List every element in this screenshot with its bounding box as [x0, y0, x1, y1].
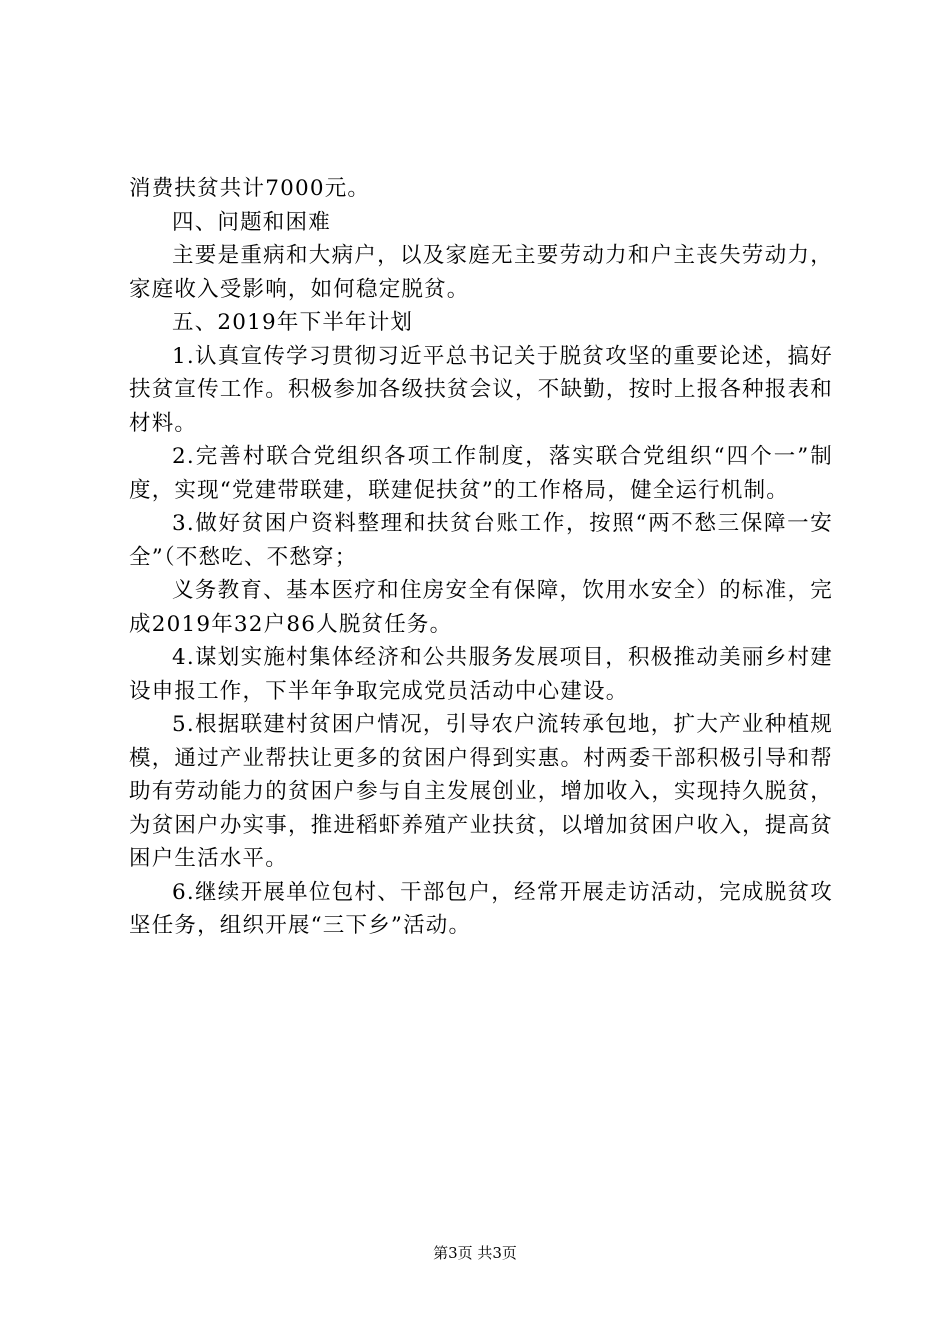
plan-item-2: 2.完善村联合党组织各项工作制度，落实联合党组织“四个一”制度，实现“党建带联建，联建促扶贫”的工作格局，健全运行机制。: [129, 444, 833, 503]
paragraph-consumption-total: 消费扶贫共计7000元。: [129, 176, 371, 201]
section-heading-plan: 五、2019年下半年计划: [172, 310, 414, 335]
plan-item-1: 1.认真宣传学习贯彻习近平总书记关于脱贫攻坚的重要论述，搞好扶贫宣传工作。积极参加各级扶贫会议，不缺勤，按时上报各种报表和材料。: [129, 343, 833, 436]
plan-item-5: 5.根据联建村贫困户情况，引导农户流转承包地，扩大产业种植规模，通过产业帮扶让更多的贫困户得到实惠。村两委干部积极引导和帮助有劳动能力的贫困户参与自主发展创业，增加收入，实现持久脱贫，为贫困户办实事，推进稻虾养殖产业扶贫，以增加贫困户收入，提高贫困户生活水平。: [129, 712, 833, 871]
plan-item-3: 3.做好贫困户资料整理和扶贫台账工作，按照“两不愁三保障一安全”（不愁吃、不愁穿；: [129, 511, 833, 570]
section-heading-problems: 四、问题和困难: [172, 209, 331, 235]
plan-item-4: 4.谋划实施村集体经济和公共服务发展项目，积极推动美丽乡村建设申报工作，下半年争取完成党员活动中心建设。: [129, 645, 833, 704]
plan-item-3-continued: 义务教育、基本医疗和住房安全有保障，饮用水安全）的标准，完成2019年32户86人脱贫任务。: [129, 578, 833, 637]
document-body: [129, 172, 833, 943]
plan-item-6: 6.继续开展单位包村、干部包户，经常开展走访活动，完成脱贫攻坚任务，组织开展“三下乡”活动。: [129, 879, 833, 938]
paragraph-problems: 主要是重病和大病户，以及家庭无主要劳动力和户主丧失劳动力，家庭收入受影响，如何稳定脱贫。: [129, 243, 833, 302]
page-footer: 第3页 共3页: [433, 1244, 517, 1262]
